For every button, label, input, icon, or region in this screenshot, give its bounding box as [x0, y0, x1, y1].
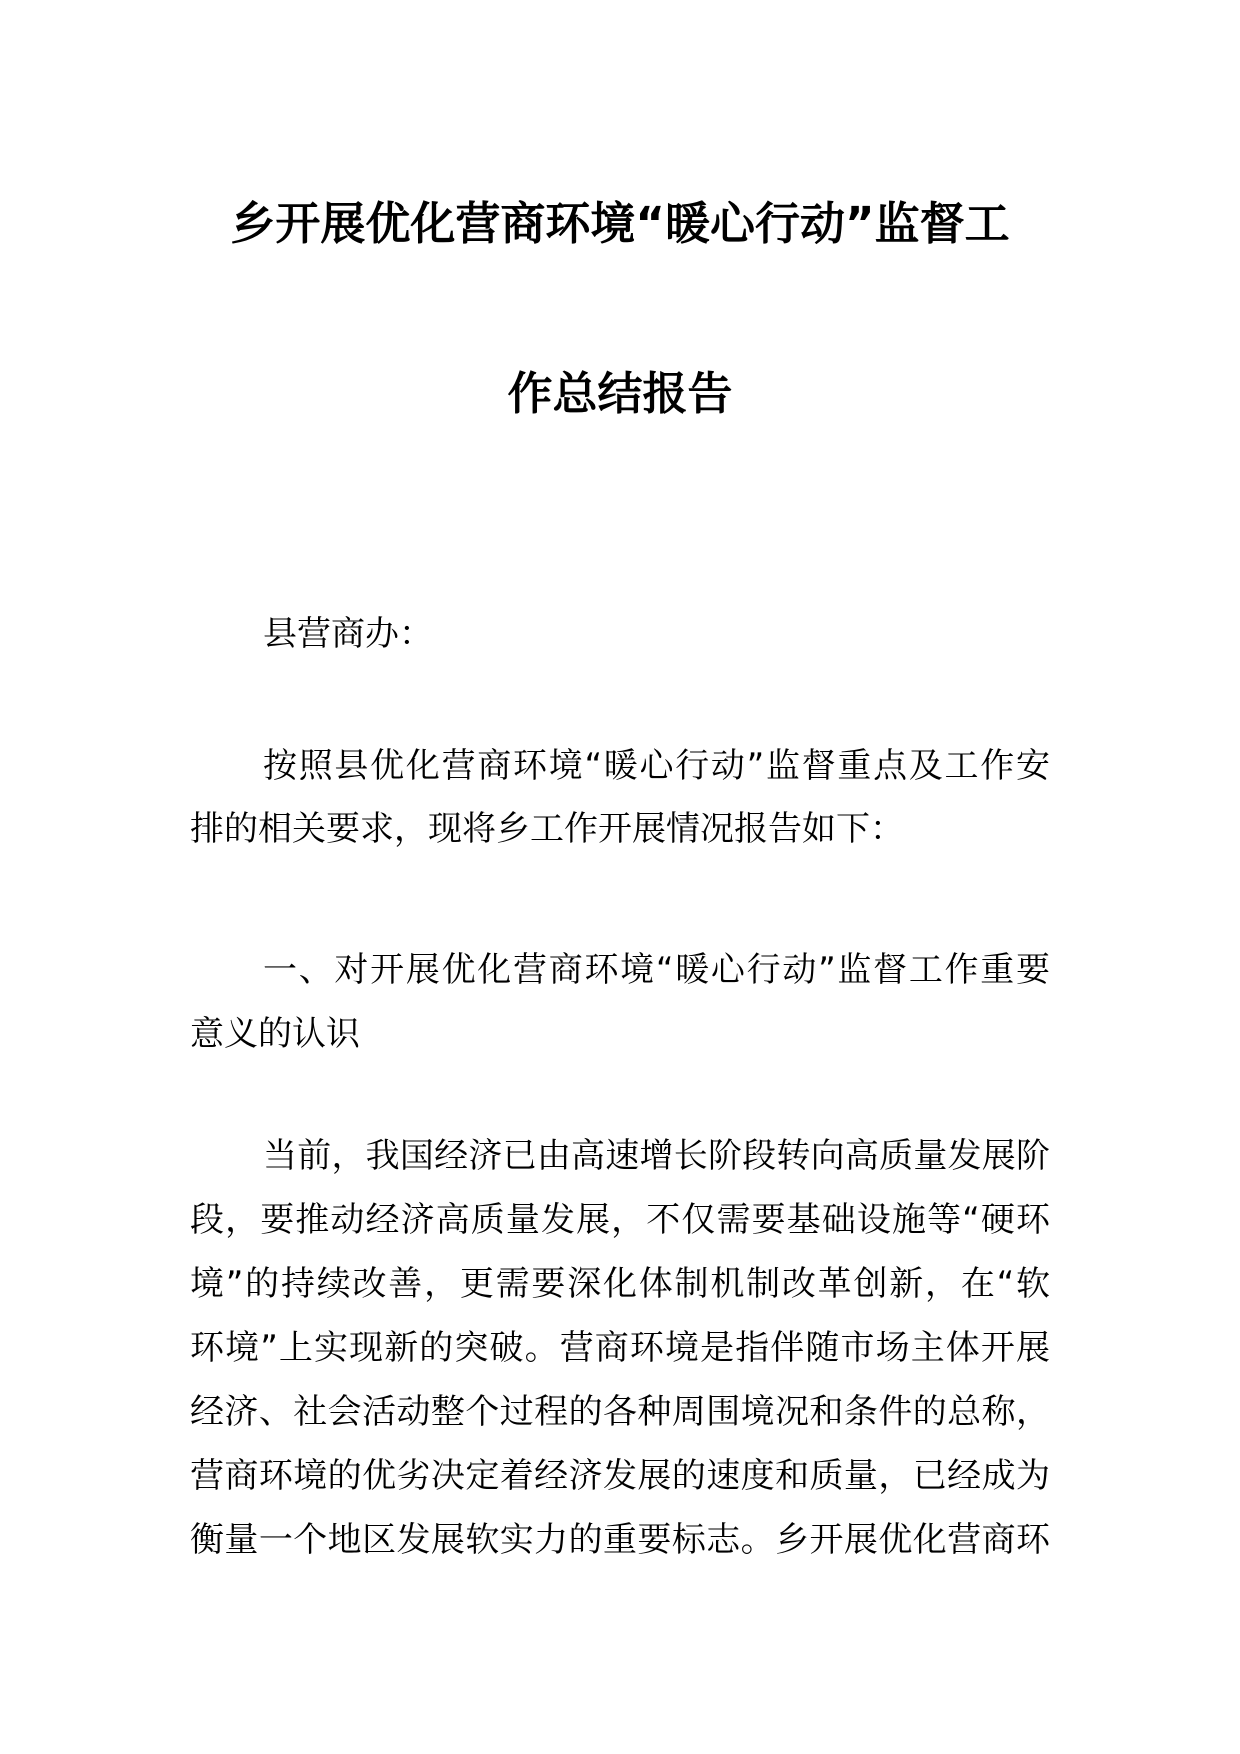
- body-line-8: 营商环境的优劣决定着经济发展的速度和质量，已经成为: [190, 1456, 1050, 1496]
- body-line-9: 衡量一个地区发展软实力的重要标志。乡开展优化营商环: [190, 1520, 1050, 1560]
- document-title-line-2: 作总结报告: [507, 367, 733, 420]
- body-line-4: 段，要推动经济高质量发展，不仅需要基础设施等“硬环: [190, 1200, 1050, 1240]
- document-title-line-1: 乡开展优化营商环境“暖心行动”监督工: [230, 197, 1010, 250]
- body-line-6: 环境”上实现新的突破。营商环境是指伴随市场主体开展: [190, 1328, 1050, 1368]
- salutation-line: 县营商办：: [263, 614, 433, 654]
- body-line-5: 境”的持续改善，更需要深化体制机制改革创新，在“软: [190, 1264, 1050, 1304]
- section-heading-line-1: 一、对开展优化营商环境“暖心行动”监督工作重要: [263, 950, 1050, 990]
- body-line-7: 经济、社会活动整个过程的各种周围境况和条件的总称，: [190, 1392, 1050, 1432]
- body-line-1: 按照县优化营商环境“暖心行动”监督重点及工作安: [263, 746, 1050, 786]
- body-line-3: 当前，我国经济已由高速增长阶段转向高质量发展阶: [263, 1136, 1050, 1176]
- body-line-2: 排的相关要求，现将乡工作开展情况报告如下：: [190, 809, 904, 849]
- section-heading-line-2: 意义的认识: [190, 1014, 360, 1054]
